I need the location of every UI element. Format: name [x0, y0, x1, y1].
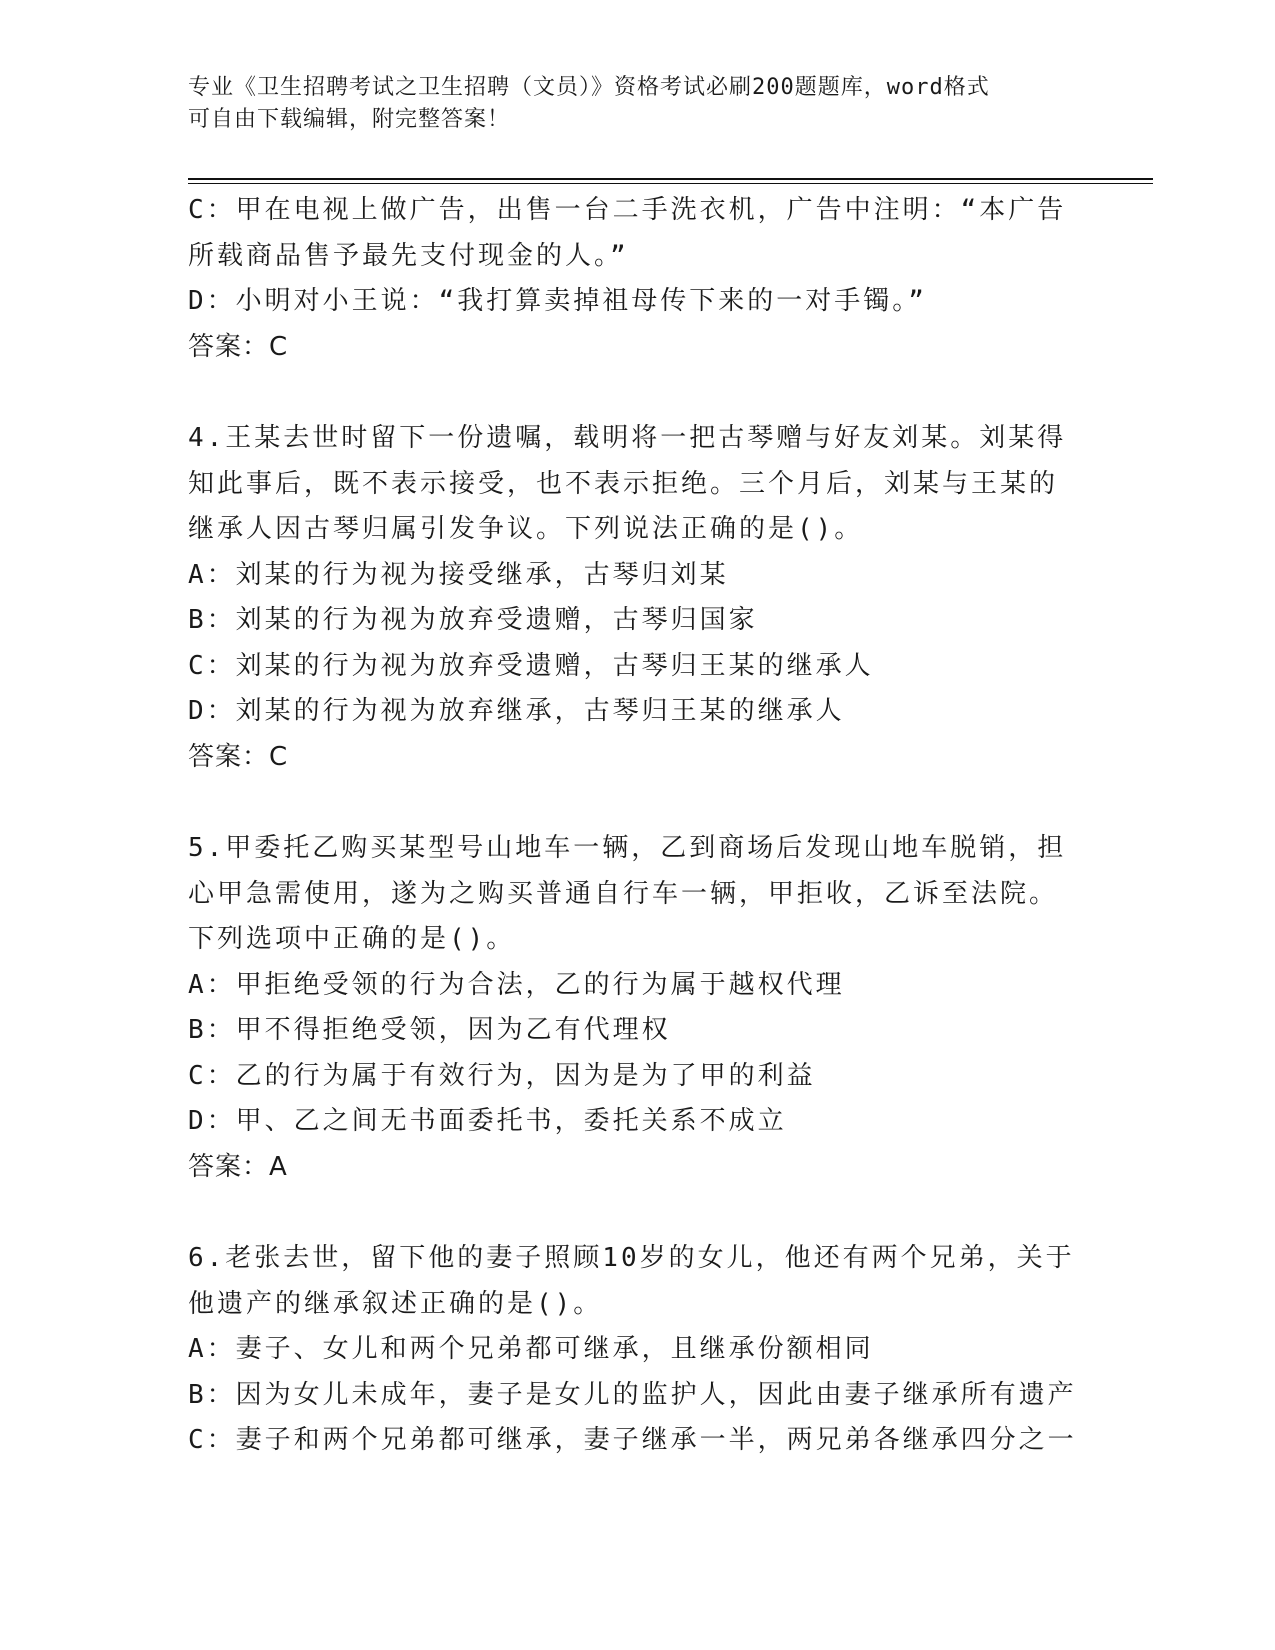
question-4	[188, 416, 1108, 780]
spacer	[188, 780, 1108, 826]
spacer	[188, 370, 1108, 416]
q4-option-d: D：刘某的行为视为放弃继承，古琴归王某的继承人	[188, 696, 845, 726]
q4-answer: 答案：C	[188, 741, 289, 772]
q5-option-a: A：甲拒绝受领的行为合法，乙的行为属于越权代理	[188, 969, 845, 1000]
question-5	[188, 826, 1108, 1190]
q5-answer: 答案：A	[188, 1151, 288, 1182]
page-header	[188, 72, 1068, 136]
q5-option-d: D：甲、乙之间无书面委托书，委托关系不成立	[188, 1106, 787, 1136]
q3-option-d: D：小明对小王说：“我打算卖掉祖母传下来的一对手镯。”	[188, 286, 927, 316]
q3-answer: 答案：C	[188, 331, 289, 362]
question-6	[188, 1236, 1108, 1464]
q6-stem-line-1: 6.老张去世，留下他的妻子照顾10岁的女儿，他还有两个兄弟，关于	[188, 1243, 1075, 1273]
question-3-tail	[188, 188, 1108, 370]
q6-option-c: C：妻子和两个兄弟都可继承，妻子继承一半，两兄弟各继承四分之一	[188, 1425, 1077, 1455]
q4-option-c: C：刘某的行为视为放弃受遗赠，古琴归王某的继承人	[188, 650, 874, 681]
q4-option-a: A：刘某的行为视为接受继承，古琴归刘某	[188, 559, 729, 590]
q4-stem-line-1: 4.王某去世时留下一份遗嘱，载明将一把古琴赠与好友刘某。刘某得	[188, 423, 1067, 453]
question-content	[188, 188, 1108, 1464]
header-line-1: 专业《卫生招聘考试之卫生招聘（文员）》资格考试必刷200题题库，word格式	[188, 75, 990, 100]
q6-option-a: A：妻子、女儿和两个兄弟都可继承，且继承份额相同	[188, 1334, 874, 1364]
q5-stem-line-1: 5.甲委托乙购买某型号山地车一辆，乙到商场后发现山地车脱销，担	[188, 833, 1067, 863]
header-rule-thick	[188, 178, 1153, 180]
header-line-2: 可自由下载编辑，附完整答案！	[188, 107, 511, 132]
q4-stem-line-2: 知此事后，既不表示接受，也不表示拒绝。三个月后，刘某与王某的	[188, 468, 1059, 499]
q5-option-b: B：甲不得拒绝受领，因为乙有代理权	[188, 1015, 671, 1045]
q3-option-c-line-1: C：甲在电视上做广告，出售一台二手洗衣机，广告中注明：“本广告	[188, 195, 1067, 225]
q5-option-c: C：乙的行为属于有效行为，因为是为了甲的利益	[188, 1060, 816, 1091]
q5-stem-line-3: 下列选项中正确的是()。	[188, 924, 516, 954]
q4-option-b: B：刘某的行为视为放弃受遗赠，古琴归国家	[188, 605, 758, 635]
header-rule-thin	[188, 183, 1153, 184]
q4-stem-line-3: 继承人因古琴归属引发争议。下列说法正确的是()。	[188, 514, 864, 544]
q3-option-c-line-2: 所载商品售予最先支付现金的人。”	[188, 240, 629, 271]
q6-stem-line-2: 他遗产的继承叙述正确的是()。	[188, 1288, 603, 1319]
spacer	[188, 1190, 1108, 1236]
q6-option-b: B：因为女儿未成年，妻子是女儿的监护人，因此由妻子继承所有遗产	[188, 1379, 1077, 1410]
q5-stem-line-2: 心甲急需使用，遂为之购买普通自行车一辆，甲拒收，乙诉至法院。	[188, 878, 1059, 909]
